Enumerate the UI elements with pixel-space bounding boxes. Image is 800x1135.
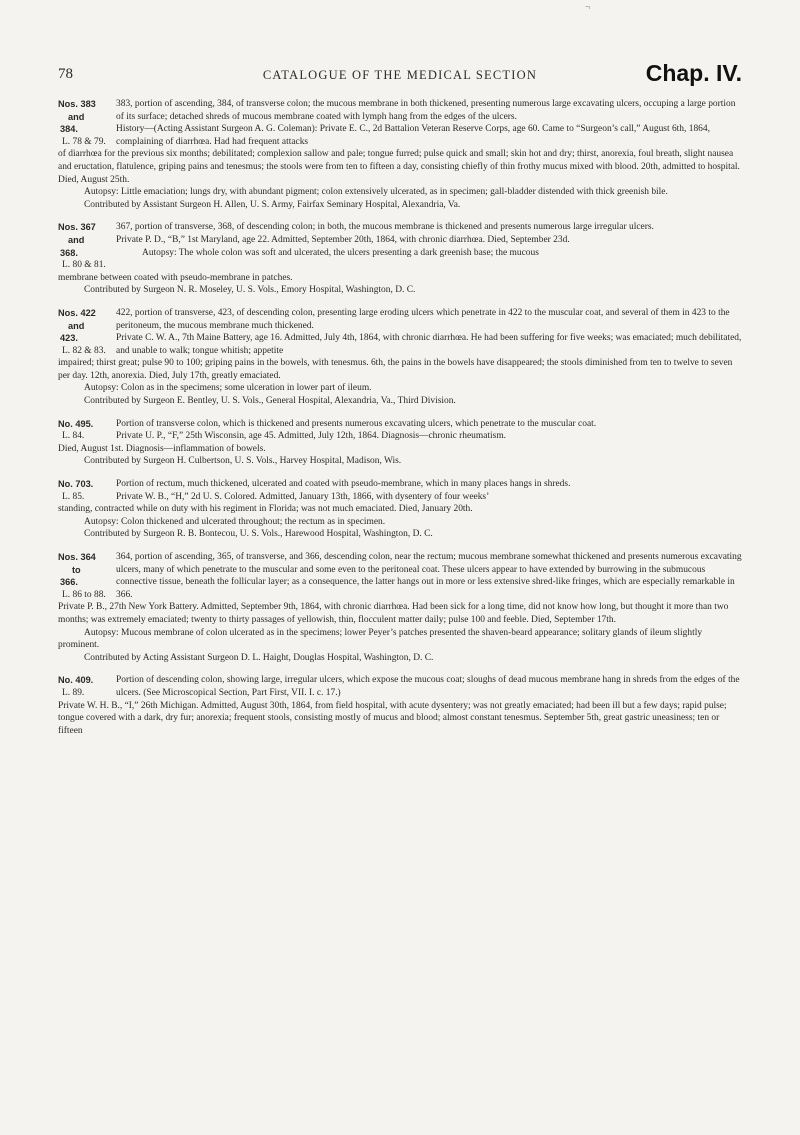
contributor-note: Contributed by Surgeon R. B. Bontecou, U. S. Vols., Harewood Hospital, Washington, D. C.	[84, 529, 433, 540]
case-history: Private P. B., 27th New York Battery. Admitted, September 9th, 1864, with chronic diarrhœa. Had been sick for a long time, did not know how long, but thought it more than two months; was extremely emaciated; twenty to thirty passages of yellowish, thin, flocculent matter daily; pulse 100 and feeble. Died, September 17th.	[58, 602, 729, 625]
plate-reference: L. 80 & 81.	[62, 260, 106, 271]
contributor-note: Contributed by Surgeon N. R. Moseley, U. S. Vols., Emory Hospital, Washington, D. C.	[84, 285, 416, 296]
chapter-heading: Chap. IV.	[645, 60, 742, 86]
specimen-numbers	[58, 418, 116, 443]
specimen-number-line: Nos. 383	[58, 99, 96, 109]
specimen-number-line: 423.	[60, 333, 78, 344]
specimen-numbers	[58, 221, 116, 271]
specimen-description: 364, portion of ascending, 365, of transverse, and 366, descending colon, near the rectum; mucous membrane somewhat thickened and presents numerous excavating ulcers, many of which penetrate to the muscular and some even to the peritoneal coat. These ulcers appear to have extended by burrowing in the submucous connective tissue, beneath the follicular layer; as a consequence, the latter hangs out in more or less extensive shred-like fringes, which are especially remarkable in 366.	[116, 552, 742, 600]
case-history-continued: standing, contracted while on duty with his regiment in Florida; was not much emaciated. Died, January 20th.	[58, 504, 473, 515]
autopsy-note: Autopsy: Little emaciation; lungs dry, with abundant pigment; colon extensively ulcerated, as in specimen; gall-bladder distended with thick greenish bile.	[84, 187, 668, 198]
specimen-number-line: Nos. 422	[58, 307, 96, 318]
catalogue-entry	[58, 551, 742, 664]
specimen-number-line: 384.	[60, 124, 78, 135]
contributor-note: Contributed by Acting Assistant Surgeon D. L. Haight, Douglas Hospital, Washington, D. C.	[84, 652, 434, 663]
catalogue-entry	[58, 307, 742, 408]
specimen-numbers	[58, 98, 116, 148]
specimen-number-line: and	[68, 320, 85, 331]
specimen-numbers	[58, 307, 116, 357]
plate-reference: L. 85.	[62, 491, 85, 502]
autopsy-note: Autopsy: Colon as in the specimens; some ulceration in lower part of ileum.	[84, 383, 372, 394]
case-history: Private W. H. B., “I,” 26th Michigan. Admitted, August 30th, 1864, from field hospital, with acute dysentery; was not greatly emaciated; had been ill but a few days; rapid pulse; tongue covered with a dark, dry fur; anorexia; frequent stools, consisting mostly of mucus and blood; almost constant tenesmus. September 5th, great gastric uneasiness; ten or fifteen	[58, 700, 727, 736]
specimen-number-line: No. 409.	[58, 675, 94, 686]
specimen-numbers	[58, 551, 116, 601]
contributor-note: Contributed by Surgeon E. Bentley, U. S. Vols., General Hospital, Alexandria, Va., Third Division.	[84, 396, 456, 407]
plate-reference: L. 84.	[62, 431, 85, 442]
specimen-description: 367, portion of transverse, 368, of descending colon; in both, the mucous membrane is thickened and presents numerous large irregular ulcers.	[116, 222, 654, 233]
page-header	[58, 62, 742, 88]
plate-reference: L. 86 to 88.	[62, 589, 106, 600]
specimen-description: Portion of descending colon, showing large, irregular ulcers, which expose the mucous coat; sloughs of dead mucous membrane hang in shreds from the edges of the ulcers. (See Microscopical Section, Part First, VII. I. c. 17.)	[116, 675, 740, 698]
specimen-description: Portion of rectum, much thickened, ulcerated and coated with pseudo-membrane, which in many places hangs in shreds.	[116, 479, 571, 490]
catalogue-entry	[58, 221, 742, 297]
autopsy-note: Autopsy: Mucous membrane of colon ulcerated as in the specimens; lower Peyer’s patches presented the shaven-beard appearance; solitary glands of ileum slightly prominent.	[58, 627, 703, 651]
specimen-number-line: 366.	[60, 577, 78, 588]
page-number: 78	[58, 66, 73, 82]
case-history-continued: impaired; thirst great; pulse 90 to 100; griping pains in the bowels, with tenesmus. 6th, the pains in the bowels have disappeared; the stools diminished from ten to twelve to seven per day. 12th, anorexia. Died, July 17th, greatly emaciated.	[58, 358, 733, 381]
catalogue-entries	[58, 98, 742, 747]
contributor-note: Contributed by Assistant Surgeon H. Allen, U. S. Army, Fairfax Seminary Hospital, Alexandria, Va.	[84, 199, 461, 210]
catalogue-entry	[58, 418, 742, 468]
specimen-number-line: and	[68, 111, 85, 122]
specimen-description: 422, portion of transverse, 423, of descending colon, presenting large eroding ulcers which penetrate in 422 to the muscular coat, and several of them in 423 to the peritoneum, the mucous membrane much thickened.	[116, 307, 730, 331]
specimen-number-line: to	[72, 564, 81, 575]
plate-reference: L. 89.	[62, 687, 85, 698]
catalogue-entry	[58, 98, 742, 211]
autopsy-note-continued: membrane between coated with pseudo-membrane in patches.	[58, 272, 293, 283]
running-title: CATALOGUE OF THE MEDICAL SECTION	[262, 68, 538, 82]
specimen-number-line: Nos. 364	[58, 552, 96, 562]
case-history: Private P. D., “B,” 1st Maryland, age 22. Admitted, September 20th, 1864, with chronic diarrhœa. Died, September 23d.	[116, 234, 570, 245]
specimen-description: 383, portion of ascending, 384, of transverse colon; the mucous membrane in both thickened, presenting numerous large excavating ulcers, occuping a large portion of its surface; detached shreds of mucous membrane coated with lymph hang from the edges of the ulcers.	[116, 99, 736, 122]
specimen-number-line: No. 703.	[58, 479, 94, 490]
case-history-continued: Died, August 1st. Diagnosis—inflammation of bowels.	[58, 443, 266, 454]
specimen-numbers	[58, 478, 116, 503]
margin-tick-mark: ¬	[585, 2, 591, 12]
specimen-number-line: and	[68, 234, 85, 245]
case-history: History—(Acting Assistant Surgeon A. G. Coleman): Private E. C., 2d Battalion Veteran Reserve Corps, age 60. Came to “Surgeon’s call,” August 6th, 1864, complaining of diarrhœa. Had had frequent attacks	[116, 124, 710, 147]
specimen-number-line: Nos. 367	[58, 222, 96, 233]
autopsy-note: Autopsy: The whole colon was soft and ulcerated, the ulcers presenting a dark greenish base; the mucous	[142, 247, 539, 258]
case-history: Private U. P., “F,” 25th Wisconsin, age 45. Admitted, July 12th, 1864. Diagnosis—chronic rheumatism.	[116, 431, 507, 442]
catalogue-entry	[58, 478, 742, 541]
autopsy-note: Autopsy: Colon thickened and ulcerated throughout; the rectum as in specimen.	[84, 516, 386, 527]
specimen-number-line: 368.	[60, 247, 78, 258]
case-history: Private C. W. A., 7th Maine Battery, age 16. Admitted, July 4th, 1864, with chronic diarrhœa. He had been suffering for five weeks; was emaciated; much debilitated, and unable to walk; tongue whitish; appetite	[116, 333, 742, 356]
catalogue-entry	[58, 674, 742, 737]
case-history: Private W. B., “H,” 2d U. S. Colored. Admitted, January 13th, 1866, with dysentery of four weeks’	[116, 491, 490, 502]
case-history-continued: of diarrhœa for the previous six months; debilitated; complexion sallow and pale; tongue furred; pulse quick and small; skin hot and dry; thirst, anorexia, foul breath, slight nausea and eructation, flatulence, griping pains and tenesmus; the stools were from ten to fifteen a day, consisting chiefly of thin frothy mucus mixed with blood. 20th, admitted to hospital. Died, August 25th.	[58, 149, 740, 185]
contributor-note: Contributed by Surgeon H. Culbertson, U. S. Vols., Harvey Hospital, Madison, Wis.	[84, 456, 402, 467]
specimen-numbers	[58, 674, 116, 699]
specimen-number-line: No. 495.	[58, 418, 94, 429]
specimen-description: Portion of transverse colon, which is thickened and presents numerous excavating ulcers, which penetrate to the muscular coat.	[116, 418, 597, 429]
plate-reference: L. 82 & 83.	[62, 345, 106, 356]
plate-reference: L. 78 & 79.	[62, 136, 106, 147]
